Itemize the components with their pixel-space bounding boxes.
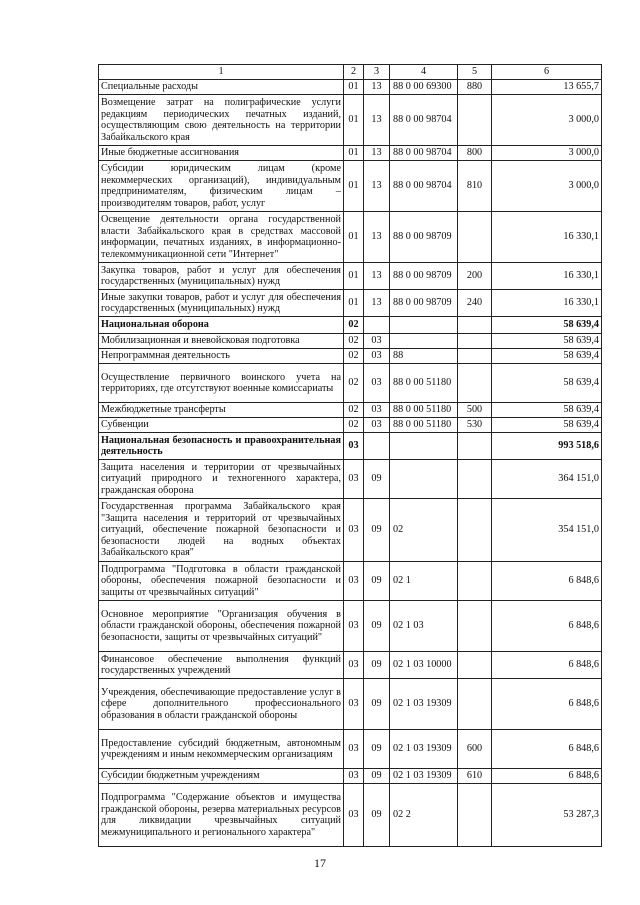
row-section-code: 03: [344, 730, 364, 769]
row-name: Субсидии юридическим лицам (кроме некоммерческих организаций), индивидуальным предпринимателям, физическим лицам – производителям товаров, работ, услуг: [99, 161, 344, 212]
header-col-2: 2: [344, 65, 364, 80]
row-section-code: 03: [344, 562, 364, 601]
row-name: Учреждения, обеспечивающие предоставление услуг в сфере дополнительного профессионального образования в области гражданской обороны: [99, 679, 344, 730]
table-row: [99, 403, 602, 418]
row-name: Субвенции: [99, 418, 344, 433]
table-row: [99, 679, 602, 730]
row-name: Финансовое обеспечение выполнения функций государственных учреждений: [99, 652, 344, 679]
row-section-code: 01: [344, 161, 364, 212]
row-section-code: 02: [344, 317, 364, 334]
row-expense-type-code: [458, 349, 492, 364]
row-target-code: 02 1 03 10000: [390, 652, 458, 679]
row-expense-type-code: 810: [458, 161, 492, 212]
row-target-code: 88 0 00 51180: [390, 364, 458, 403]
row-expense-type-code: [458, 460, 492, 499]
row-target-code: [390, 317, 458, 334]
row-section-code: 01: [344, 263, 364, 290]
row-amount: 58 639,4: [492, 317, 602, 334]
row-target-code: 02 1 03 19309: [390, 769, 458, 784]
row-amount: 3 000,0: [492, 95, 602, 146]
row-amount: 6 848,6: [492, 652, 602, 679]
table-row: [99, 460, 602, 499]
row-amount: 58 639,4: [492, 364, 602, 403]
table-row: [99, 364, 602, 403]
row-expense-type-code: [458, 364, 492, 403]
table-row: [99, 161, 602, 212]
row-name: Национальная безопасность и правоохранительная деятельность: [99, 433, 344, 460]
row-target-code: 02 1 03 19309: [390, 679, 458, 730]
row-section-code: 01: [344, 212, 364, 263]
row-expense-type-code: 880: [458, 80, 492, 95]
header-col-6: 6: [492, 65, 602, 80]
row-target-code: 02 1 03: [390, 601, 458, 652]
row-expense-type-code: [458, 334, 492, 349]
row-expense-type-code: [458, 212, 492, 263]
table-row: [99, 349, 602, 364]
table-row: [99, 290, 602, 317]
row-amount: 13 655,7: [492, 80, 602, 95]
header-col-3: 3: [364, 65, 390, 80]
table-row: [99, 652, 602, 679]
row-target-code: 02 1 03 19309: [390, 730, 458, 769]
table-row: [99, 418, 602, 433]
row-name: Основное мероприятие "Организация обучения в области гражданской обороны, обеспечения пожарной безопасности, защиты от чрезвычайных ситуаций": [99, 601, 344, 652]
table-row: [99, 334, 602, 349]
row-target-code: 88 0 00 69300: [390, 80, 458, 95]
row-section-code: 01: [344, 290, 364, 317]
budget-table: [98, 64, 602, 847]
row-subsection-code: 09: [364, 499, 390, 562]
row-target-code: 02 2: [390, 784, 458, 847]
row-expense-type-code: [458, 433, 492, 460]
row-amount: 364 151,0: [492, 460, 602, 499]
row-expense-type-code: [458, 499, 492, 562]
row-section-code: 03: [344, 499, 364, 562]
row-target-code: 02: [390, 499, 458, 562]
table-row: [99, 499, 602, 562]
row-name: Закупка товаров, работ и услуг для обеспечения государственных (муниципальных) нужд: [99, 263, 344, 290]
table-row: [99, 562, 602, 601]
table-row: [99, 80, 602, 95]
row-name: Непрограммная деятельность: [99, 349, 344, 364]
row-expense-type-code: [458, 562, 492, 601]
row-expense-type-code: [458, 601, 492, 652]
table-row: [99, 769, 602, 784]
row-amount: 993 518,6: [492, 433, 602, 460]
row-subsection-code: 09: [364, 769, 390, 784]
row-name: Подпрограмма "Подготовка в области гражданской обороны, обеспечения пожарной безопасности и защиты от чрезвычайных ситуаций": [99, 562, 344, 601]
row-subsection-code: 13: [364, 263, 390, 290]
row-subsection-code: 09: [364, 784, 390, 847]
row-name: Мобилизационная и вневойсковая подготовка: [99, 334, 344, 349]
row-expense-type-code: 600: [458, 730, 492, 769]
row-amount: 6 848,6: [492, 601, 602, 652]
row-expense-type-code: [458, 652, 492, 679]
row-subsection-code: 03: [364, 349, 390, 364]
row-section-code: 03: [344, 784, 364, 847]
table-row: [99, 95, 602, 146]
row-subsection-code: 03: [364, 334, 390, 349]
row-section-code: 03: [344, 460, 364, 499]
row-expense-type-code: [458, 679, 492, 730]
row-amount: 3 000,0: [492, 161, 602, 212]
header-col-1: 1: [99, 65, 344, 80]
row-subsection-code: 13: [364, 95, 390, 146]
table-row: [99, 317, 602, 334]
row-name: Подпрограмма "Содержание объектов и имущества гражданской обороны, резерва материальных ресурсов для ликвидации чрезвычайных ситуаций межмуниципального и регионального характера": [99, 784, 344, 847]
table-header-row: [99, 65, 602, 80]
row-target-code: 88 0 00 98709: [390, 263, 458, 290]
table-row: [99, 146, 602, 161]
row-amount: 16 330,1: [492, 263, 602, 290]
header-col-4: 4: [390, 65, 458, 80]
row-subsection-code: 13: [364, 80, 390, 95]
row-expense-type-code: [458, 784, 492, 847]
row-subsection-code: 09: [364, 679, 390, 730]
row-amount: 6 848,6: [492, 769, 602, 784]
row-target-code: 88: [390, 349, 458, 364]
row-section-code: 03: [344, 433, 364, 460]
row-name: Специальные расходы: [99, 80, 344, 95]
row-amount: 6 848,6: [492, 562, 602, 601]
row-section-code: 02: [344, 403, 364, 418]
table-row: [99, 730, 602, 769]
table-row: [99, 784, 602, 847]
row-name: Иные закупки товаров, работ и услуг для обеспечения государственных (муниципальных) нужд: [99, 290, 344, 317]
row-expense-type-code: 200: [458, 263, 492, 290]
row-section-code: 02: [344, 349, 364, 364]
row-name: Субсидии бюджетным учреждениям: [99, 769, 344, 784]
row-subsection-code: 13: [364, 161, 390, 212]
row-subsection-code: 13: [364, 212, 390, 263]
row-target-code: 02 1: [390, 562, 458, 601]
row-section-code: 01: [344, 80, 364, 95]
row-section-code: 03: [344, 769, 364, 784]
header-col-5: 5: [458, 65, 492, 80]
table-row: [99, 212, 602, 263]
row-subsection-code: 09: [364, 652, 390, 679]
row-section-code: 01: [344, 146, 364, 161]
row-section-code: 03: [344, 601, 364, 652]
row-amount: 58 639,4: [492, 334, 602, 349]
row-expense-type-code: 610: [458, 769, 492, 784]
row-amount: 3 000,0: [492, 146, 602, 161]
row-target-code: 88 0 00 98709: [390, 212, 458, 263]
row-amount: 58 639,4: [492, 349, 602, 364]
row-subsection-code: [364, 317, 390, 334]
row-section-code: 02: [344, 418, 364, 433]
page-number: 17: [314, 856, 326, 870]
table-row: [99, 433, 602, 460]
row-subsection-code: 03: [364, 364, 390, 403]
row-name: Государственная программа Забайкальского края "Защита населения и территорий от чрезвычайных ситуаций, обеспечение пожарной безопасности и безопасности людей на водных объектах Забайкальского края": [99, 499, 344, 562]
row-amount: 16 330,1: [492, 290, 602, 317]
row-amount: 354 151,0: [492, 499, 602, 562]
row-target-code: 88 0 00 98704: [390, 161, 458, 212]
row-amount: 53 287,3: [492, 784, 602, 847]
row-section-code: 03: [344, 652, 364, 679]
row-amount: 58 639,4: [492, 403, 602, 418]
row-expense-type-code: 530: [458, 418, 492, 433]
row-name: Возмещение затрат на полиграфические услуги редакциям периодических печатных изданий, осуществляющим свою деятельность на территории Забайкальского края: [99, 95, 344, 146]
row-target-code: 88 0 00 98709: [390, 290, 458, 317]
row-section-code: 01: [344, 95, 364, 146]
row-target-code: [390, 433, 458, 460]
row-target-code: [390, 334, 458, 349]
row-target-code: 88 0 00 51180: [390, 418, 458, 433]
row-name: Осуществление первичного воинского учета на территориях, где отсутствуют военные комиссариаты: [99, 364, 344, 403]
row-expense-type-code: 800: [458, 146, 492, 161]
row-expense-type-code: [458, 317, 492, 334]
row-subsection-code: 13: [364, 146, 390, 161]
row-amount: 6 848,6: [492, 679, 602, 730]
row-subsection-code: 03: [364, 403, 390, 418]
row-target-code: [390, 460, 458, 499]
row-subsection-code: [364, 433, 390, 460]
row-target-code: 88 0 00 51180: [390, 403, 458, 418]
row-subsection-code: 09: [364, 730, 390, 769]
row-subsection-code: 13: [364, 290, 390, 317]
row-subsection-code: 09: [364, 460, 390, 499]
row-name: Межбюджетные трансферты: [99, 403, 344, 418]
row-name: Освещение деятельности органа государственной власти Забайкальского края в средствах массовой информации, печатных изданиях, в информационно-телекоммуникационной сети "Интернет": [99, 212, 344, 263]
row-subsection-code: 03: [364, 418, 390, 433]
row-amount: 16 330,1: [492, 212, 602, 263]
row-name: Предоставление субсидий бюджетным, автономным учреждениям и иным некоммерческим организациям: [99, 730, 344, 769]
row-section-code: 02: [344, 364, 364, 403]
table-row: [99, 601, 602, 652]
row-expense-type-code: 500: [458, 403, 492, 418]
row-amount: 6 848,6: [492, 730, 602, 769]
row-target-code: 88 0 00 98704: [390, 95, 458, 146]
row-subsection-code: 09: [364, 562, 390, 601]
row-amount: 58 639,4: [492, 418, 602, 433]
table-row: [99, 263, 602, 290]
row-name: Национальная оборона: [99, 317, 344, 334]
row-subsection-code: 09: [364, 601, 390, 652]
row-target-code: 88 0 00 98704: [390, 146, 458, 161]
row-name: Защита населения и территории от чрезвычайных ситуаций природного и техногенного характера, гражданская оборона: [99, 460, 344, 499]
row-expense-type-code: 240: [458, 290, 492, 317]
row-section-code: 03: [344, 679, 364, 730]
row-name: Иные бюджетные ассигнования: [99, 146, 344, 161]
row-expense-type-code: [458, 95, 492, 146]
row-section-code: 02: [344, 334, 364, 349]
